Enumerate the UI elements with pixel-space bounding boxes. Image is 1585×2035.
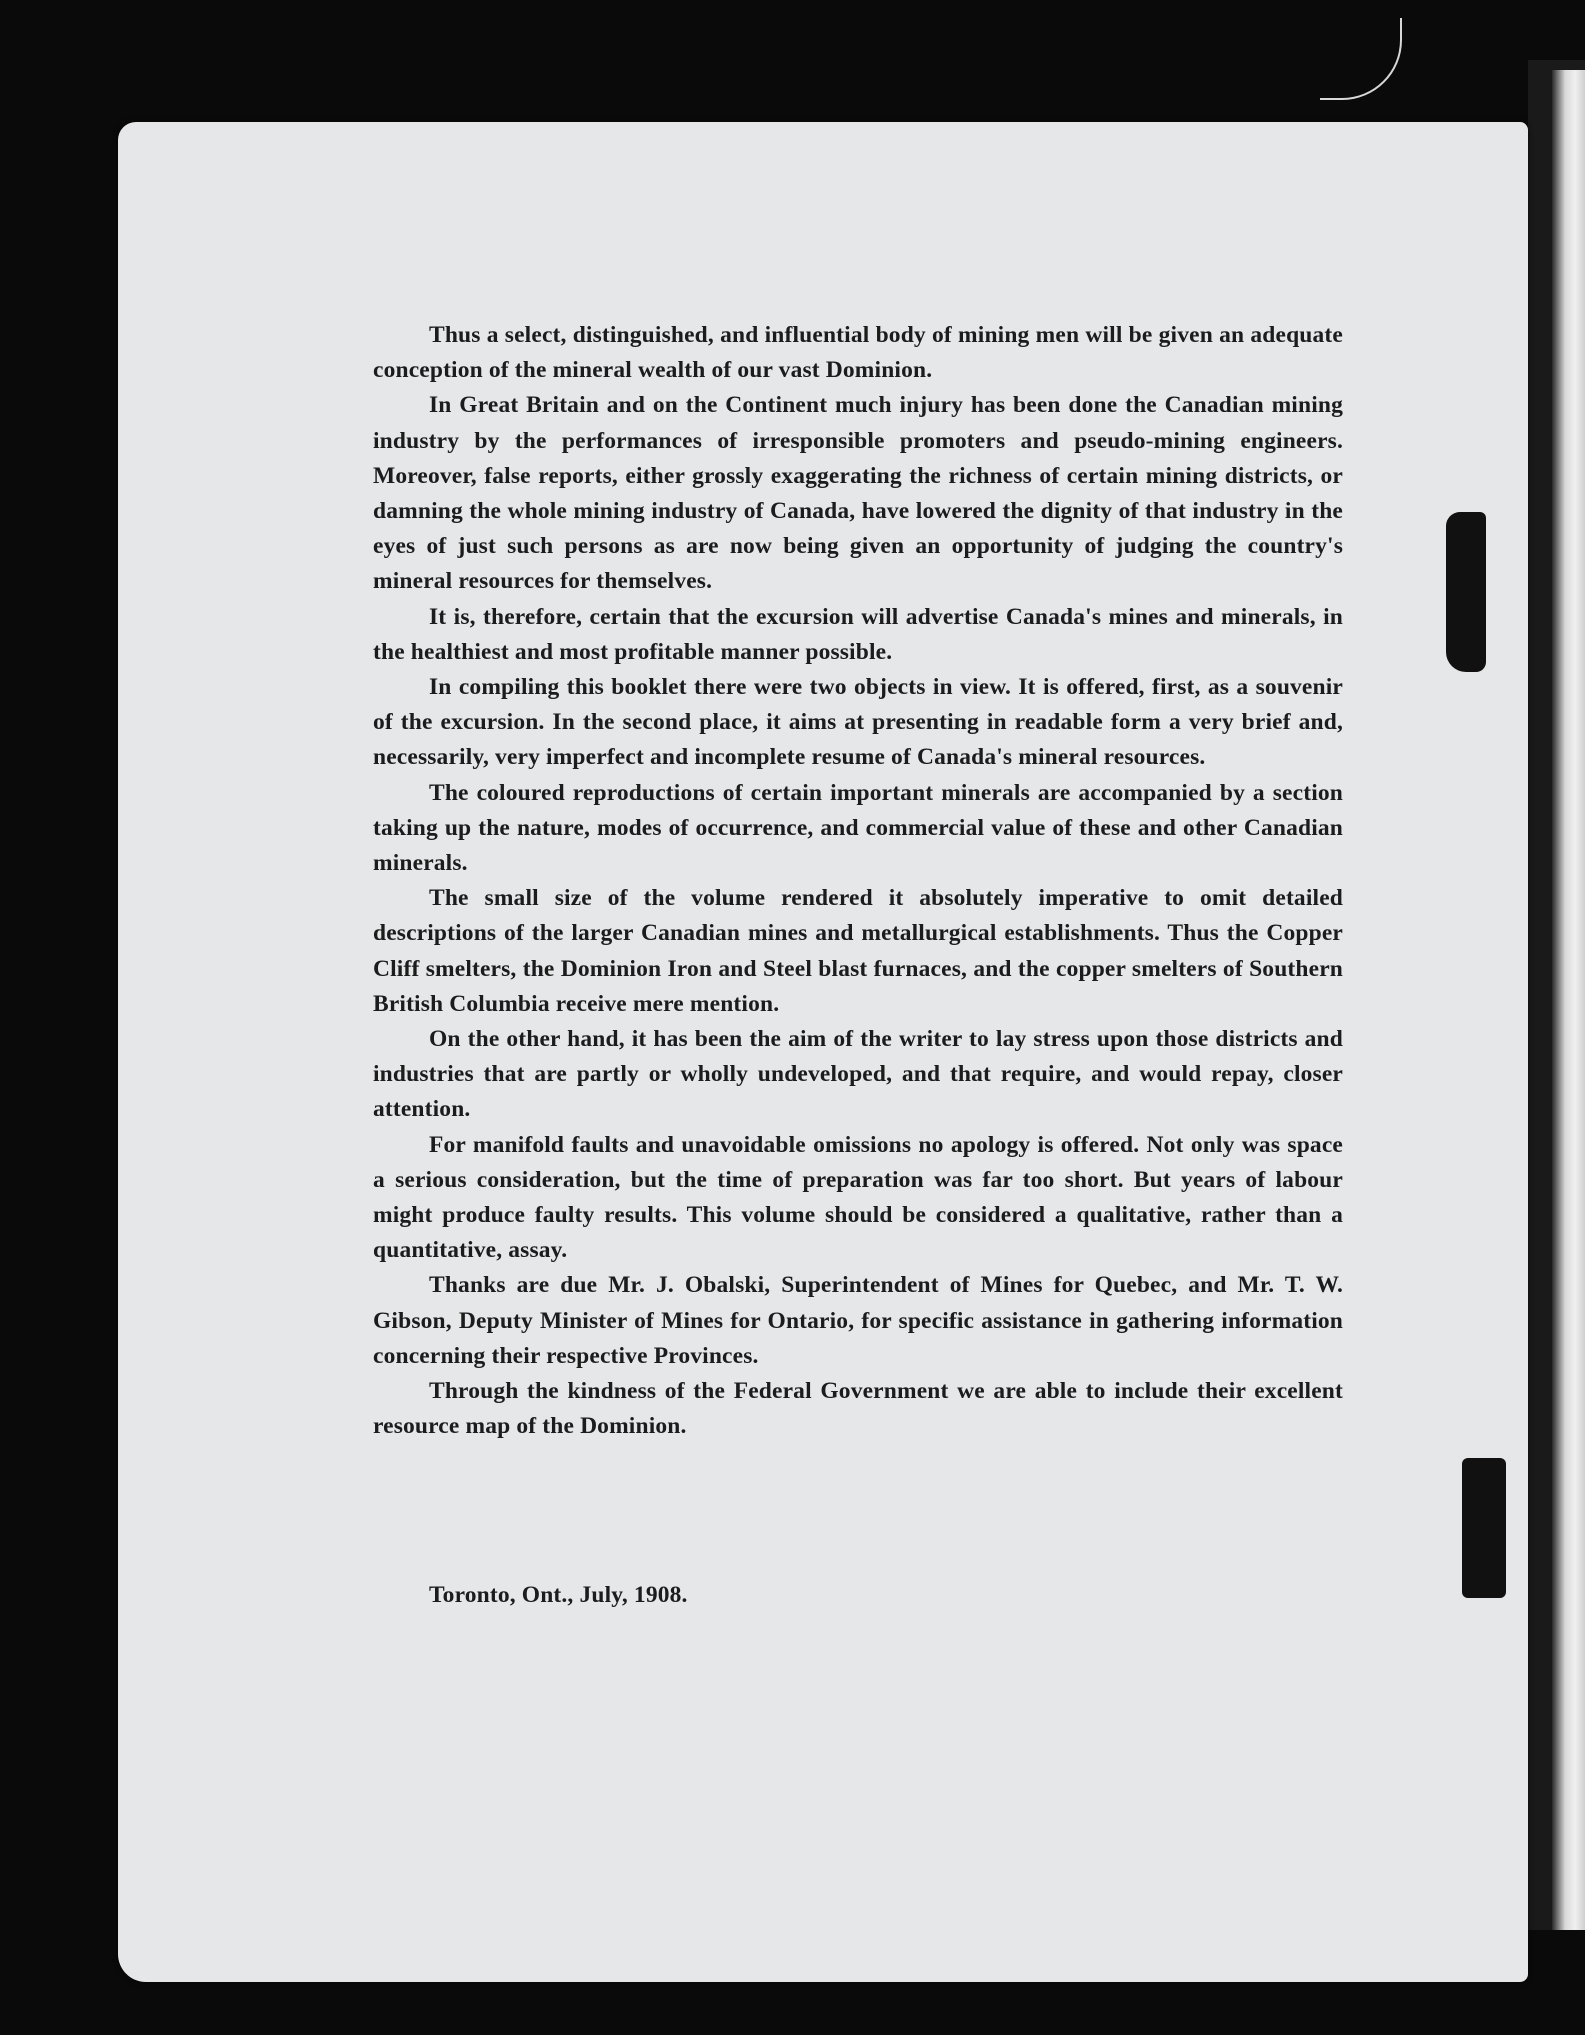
paragraph: In Great Britain and on the Continent much injury has been done the Canadian mining industry by the performances of irresponsible promoters and pseudo-mining engineers. Moreover, false reports, either grossly exaggerating the richness of certain mining districts, or damning the whole mining industry of Canada, have lowered the dignity of that industry in the eyes of just such persons as are now being given an opportunity of judging the country's mineral resources for themselves.	[373, 392, 1343, 595]
adjacent-page-edge	[1552, 70, 1585, 1930]
paragraph: On the other hand, it has been the aim of the writer to lay stress upon those districts and industries that are partly or wholly undeveloped, and that require, and would repay, closer attention.	[373, 1026, 1343, 1123]
place-date-signoff: Toronto, Ont., July, 1908.	[429, 1582, 688, 1608]
paragraph: It is, therefore, certain that the excursion will advertise Canada's mines and minerals, in the healthiest and most profitable manner possible.	[373, 603, 1343, 665]
paragraph: Through the kindness of the Federal Government we are able to include their excellent resource map of the Dominion.	[373, 1378, 1343, 1440]
paragraph: For manifold faults and unavoidable omissions no apology is offered. Not only was space a serious consideration, but the time of preparation was far too short. But years of labour might produce faulty results. This volume should be considered a qualitative, rather than a quantitative, assay.	[373, 1131, 1343, 1264]
paragraph: The coloured reproductions of certain important minerals are accompanied by a section taking up the nature, modes of occurrence, and commercial value of these and other Canadian minerals.	[373, 779, 1343, 877]
paragraph: Thus a select, distinguished, and influential body of mining men will be given an adequate conception of the mineral wealth of our vast Dominion.	[373, 322, 1343, 384]
paragraph: In compiling this booklet there were two objects in view. It is offered, first, as a souvenir of the excursion. In the second place, it aims at presenting in readable form a very brief and, necessarily, very imperfect and incomplete resume of Canada's mineral resources.	[373, 674, 1343, 771]
binding-clip-bottom	[1462, 1458, 1506, 1598]
body-text	[373, 318, 1343, 1445]
paragraph: Thanks are due Mr. J. Obalski, Superintendent of Mines for Quebec, and Mr. T. W. Gibson, Deputy Minister of Mines for Ontario, for specific assistance in gathering information concerning their respective Provinces.	[373, 1272, 1343, 1369]
paragraph: The small size of the volume rendered it absolutely imperative to omit detailed descriptions of the larger Canadian mines and metallurgical establishments. Thus the Copper Cliff smelters, the Dominion Iron and Steel blast furnaces, and the copper smelters of Southern British Columbia receive mere mention.	[373, 885, 1343, 1017]
page-curl-mark	[1320, 18, 1402, 100]
binding-clip-top	[1446, 512, 1486, 672]
